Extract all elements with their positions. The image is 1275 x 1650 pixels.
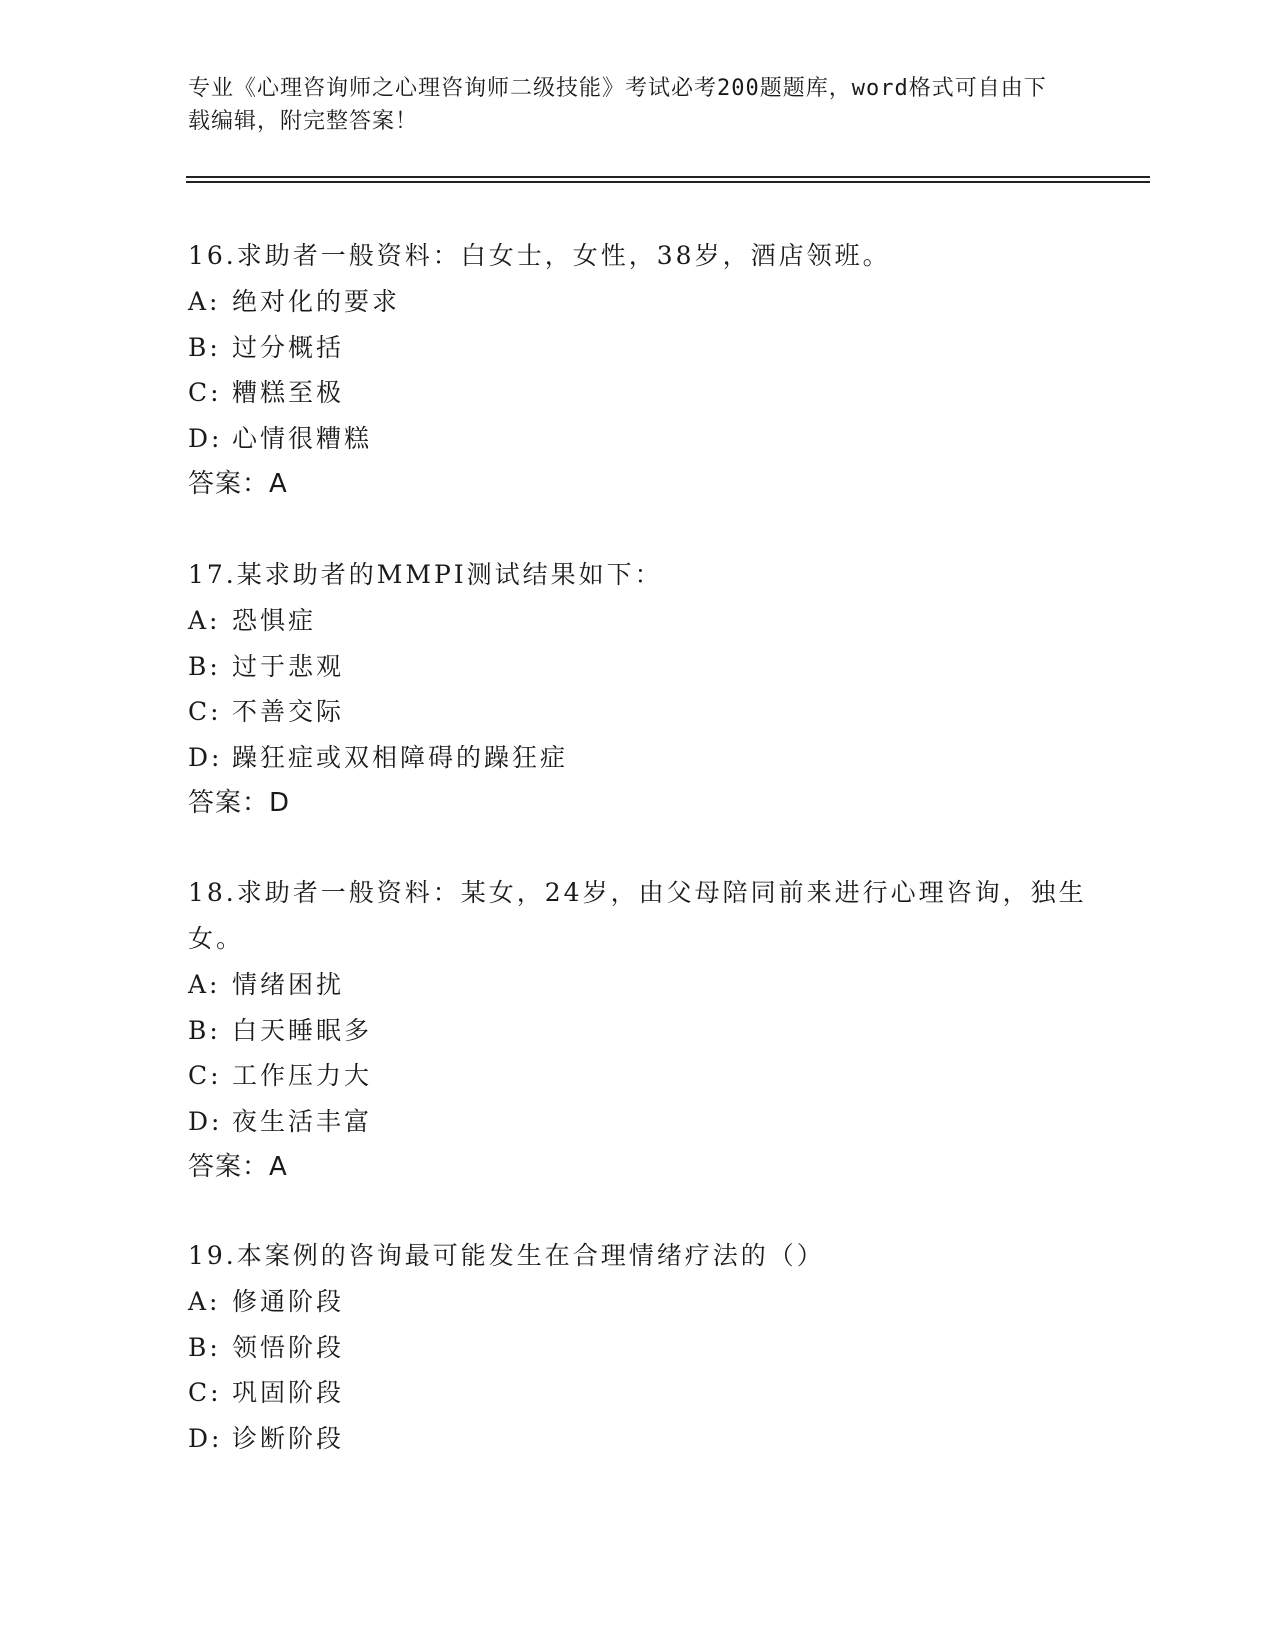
option-letter: A: xyxy=(188,287,221,316)
option-c xyxy=(188,1053,1088,1099)
option-d xyxy=(188,735,1088,781)
option-text: 情绪困扰 xyxy=(232,970,345,999)
option-c xyxy=(188,689,1088,735)
answer-value: D xyxy=(269,788,291,818)
option-text: 巩固阶段 xyxy=(232,1378,345,1407)
option-letter: D: xyxy=(188,742,223,772)
question-17 xyxy=(188,552,1088,826)
option-text: 恐惧症 xyxy=(232,606,317,635)
header-rule-bottom xyxy=(186,181,1150,183)
option-text: 白天睡眠多 xyxy=(232,1015,373,1045)
option-letter: C: xyxy=(188,1378,222,1407)
question-18 xyxy=(188,870,1088,1190)
question-stem: 17.某求助者的MMPI测试结果如下： xyxy=(188,560,663,589)
option-letter: B: xyxy=(188,332,221,362)
option-text: 修通阶段 xyxy=(232,1287,345,1316)
option-a xyxy=(188,962,1088,1008)
option-text: 糟糕至极 xyxy=(232,378,345,407)
option-text: 领悟阶段 xyxy=(232,1332,345,1362)
option-c xyxy=(188,1370,1088,1416)
option-text: 工作压力大 xyxy=(232,1061,373,1090)
option-letter: B: xyxy=(188,1332,221,1362)
option-text: 绝对化的要求 xyxy=(232,287,401,316)
option-letter: D: xyxy=(188,423,223,453)
option-a xyxy=(188,598,1088,644)
option-a xyxy=(188,1279,1088,1325)
option-letter: D: xyxy=(188,1106,223,1136)
option-letter: D: xyxy=(188,1423,223,1453)
header-rule-top xyxy=(186,176,1150,178)
option-text: 过于悲观 xyxy=(232,651,345,681)
option-d xyxy=(188,1416,1088,1462)
question-stem: 19.本案例的咨询最可能发生在合理情绪疗法的（） xyxy=(188,1241,825,1270)
option-b xyxy=(188,1008,1088,1054)
answer-value: A xyxy=(269,469,288,499)
option-letter: B: xyxy=(188,651,221,681)
option-text: 诊断阶段 xyxy=(232,1423,345,1453)
question-16 xyxy=(188,233,1088,507)
option-b xyxy=(188,1325,1088,1371)
answer-label: 答案： xyxy=(188,788,270,818)
option-letter: C: xyxy=(188,1061,222,1090)
option-letter: C: xyxy=(188,378,222,407)
option-text: 夜生活丰富 xyxy=(232,1106,373,1136)
question-stem: 18.求助者一般资料：某女，24岁，由父母陪同前来进行心理咨询，独生女。 xyxy=(188,878,1087,953)
question-19 xyxy=(188,1233,1088,1461)
option-text: 不善交际 xyxy=(232,697,345,726)
option-letter: B: xyxy=(188,1015,221,1045)
answer-line xyxy=(188,461,1088,507)
option-letter: C: xyxy=(188,697,222,726)
answer-label: 答案： xyxy=(188,1152,270,1182)
answer-line xyxy=(188,1144,1088,1190)
option-letter: A: xyxy=(188,606,221,635)
answer-line xyxy=(188,780,1088,826)
question-stem: 16.求助者一般资料：白女士，女性，38岁，酒店领班。 xyxy=(188,241,891,270)
option-b xyxy=(188,644,1088,690)
answer-label: 答案： xyxy=(188,469,270,499)
option-a xyxy=(188,279,1088,325)
option-text: 过分概括 xyxy=(232,332,345,362)
option-c xyxy=(188,370,1088,416)
option-d xyxy=(188,1099,1088,1145)
option-text: 躁狂症或双相障碍的躁狂症 xyxy=(232,742,569,772)
option-d xyxy=(188,416,1088,462)
option-letter: A: xyxy=(188,1287,221,1316)
option-b xyxy=(188,325,1088,371)
answer-value: A xyxy=(269,1152,288,1182)
option-text: 心情很糟糕 xyxy=(232,423,373,453)
option-letter: A: xyxy=(188,970,221,999)
document-header: 专业《心理咨询师之心理咨询师二级技能》考试必考200题题库，word格式可自由下载编辑，附完整答案！ xyxy=(188,76,1047,134)
